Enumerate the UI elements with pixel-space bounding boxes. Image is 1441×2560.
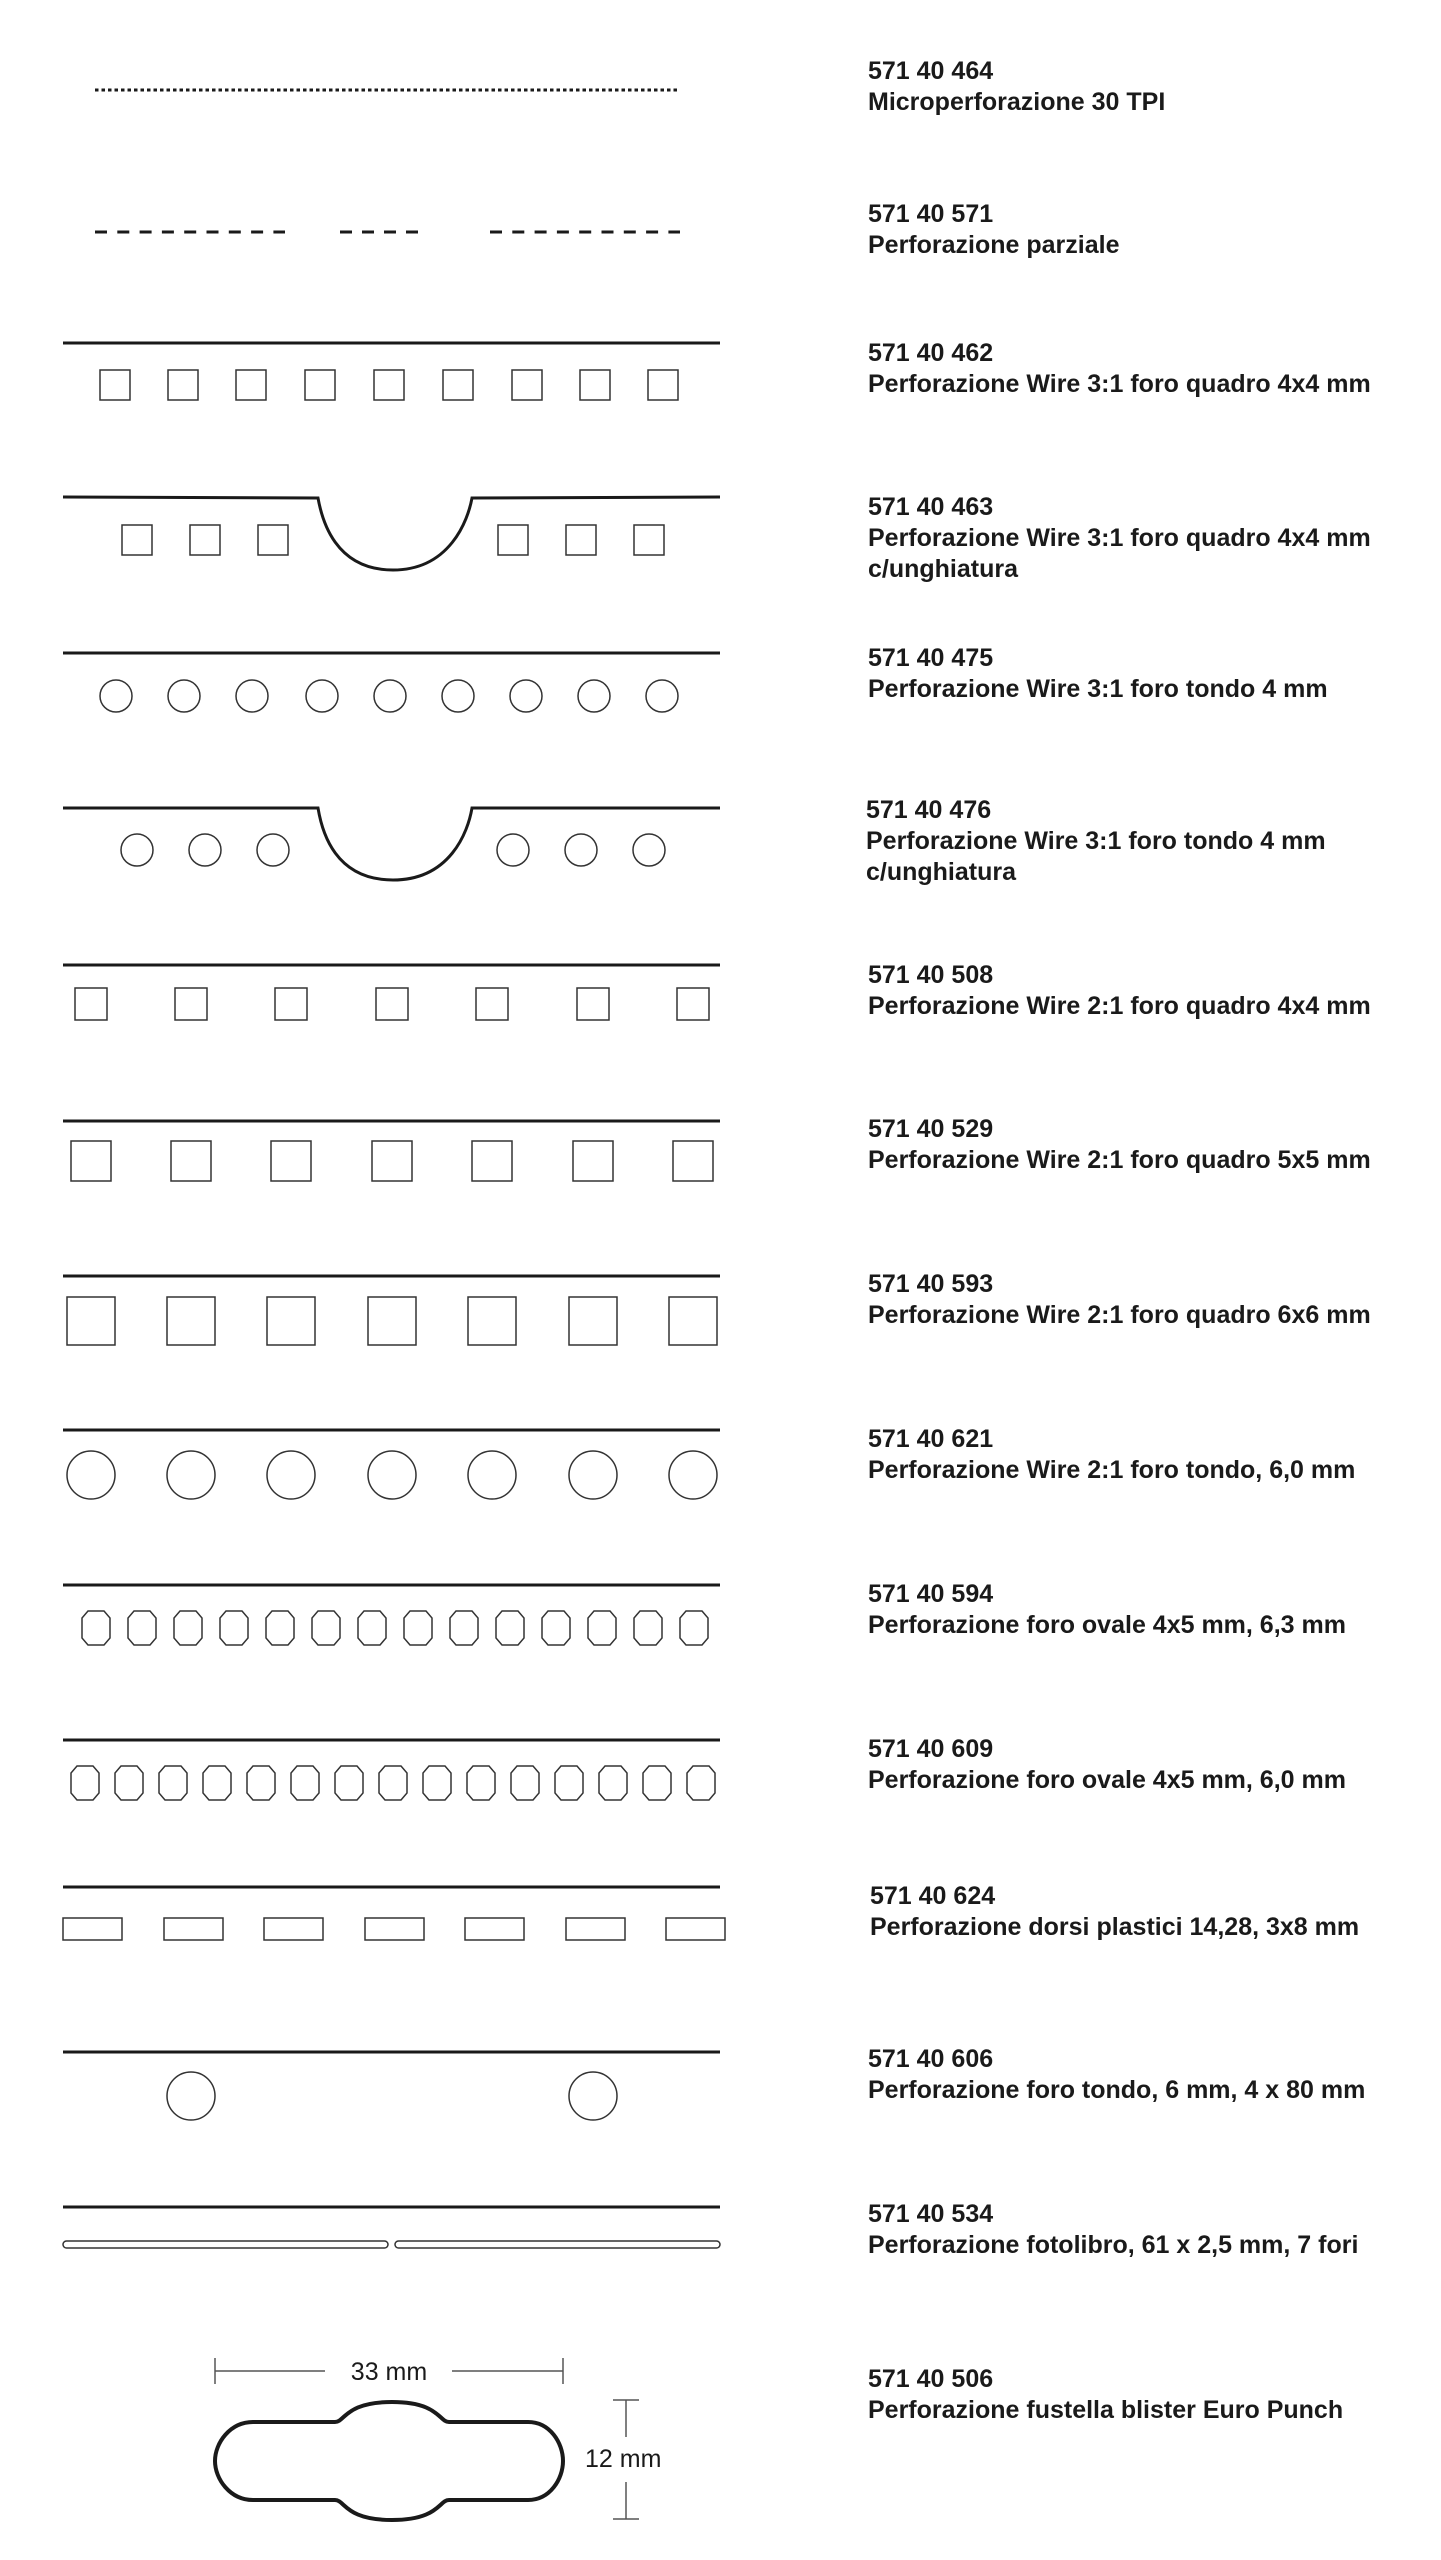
product-code: 571 40 508 [868, 961, 994, 989]
wire-2-1-square-6x6-diagram [0, 1245, 860, 1400]
height-dimension-label: 12 mm [585, 2445, 662, 2473]
product-description: Perforazione Wire 3:1 foro tondo 4 mm [866, 827, 1326, 855]
product-description: Perforazione Wire 2:1 foro quadro 6x6 mm [868, 1301, 1371, 1329]
photobook-slots-diagram [0, 2160, 860, 2310]
wire-2-1-round-6mm-diagram [0, 1400, 860, 1555]
wire-3-1-round-notch-diagram [0, 770, 860, 940]
product-description: Perforazione parziale [868, 231, 1120, 259]
wire-3-1-round-diagram [0, 620, 860, 770]
oval-holes-6-3mm-diagram [0, 1555, 860, 1710]
product-description: Perforazione Wire 2:1 foro quadro 5x5 mm [868, 1146, 1371, 1174]
product-description-extra: c/unghiatura [866, 858, 1017, 886]
partial-perforation-line [0, 150, 860, 300]
product-code: 571 40 529 [868, 1115, 994, 1143]
product-code: 571 40 609 [868, 1735, 994, 1763]
product-code: 571 40 463 [868, 493, 994, 521]
width-dimension-label: 33 mm [350, 2358, 428, 2386]
oval-holes-6-0mm-diagram [0, 1710, 860, 1860]
round-holes-4x80-diagram [0, 2010, 860, 2160]
product-code: 571 40 571 [868, 200, 994, 228]
product-description-extra: c/unghiatura [868, 555, 1019, 583]
product-description: Perforazione Wire 3:1 foro tondo 4 mm [868, 675, 1328, 703]
product-code: 571 40 621 [868, 1425, 994, 1453]
product-description: Perforazione fustella blister Euro Punch [868, 2396, 1344, 2424]
product-code: 571 40 624 [870, 1882, 996, 1910]
product-code: 571 40 476 [866, 796, 992, 824]
product-description: Perforazione Wire 3:1 foro quadro 4x4 mm [868, 370, 1371, 398]
product-code: 571 40 462 [868, 339, 994, 367]
wire-3-1-square-notch-diagram [0, 450, 860, 620]
product-description: Perforazione fotolibro, 61 x 2,5 mm, 7 fori [868, 2231, 1359, 2259]
wire-2-1-square-4x4-diagram [0, 940, 860, 1090]
product-description: Microperforazione 30 TPI [868, 88, 1166, 116]
product-code: 571 40 593 [868, 1270, 994, 1298]
wire-2-1-square-5x5-diagram [0, 1090, 860, 1245]
product-code: 571 40 464 [868, 57, 994, 85]
product-description: Perforazione foro tondo, 6 mm, 4 x 80 mm [868, 2076, 1366, 2104]
wire-3-1-square-diagram [0, 300, 860, 450]
euro-punch-diagram [0, 2310, 860, 2560]
plastic-spine-slots-diagram [0, 1860, 860, 2010]
product-description: Perforazione Wire 2:1 foro tondo, 6,0 mm [868, 1456, 1356, 1484]
product-description: Perforazione foro ovale 4x5 mm, 6,3 mm [868, 1611, 1346, 1639]
euro-punch-shape [215, 2402, 563, 2520]
product-code: 571 40 534 [868, 2200, 994, 2228]
microperforation-line [0, 0, 860, 150]
product-description: Perforazione foro ovale 4x5 mm, 6,0 mm [868, 1766, 1346, 1794]
product-description: Perforazione Wire 3:1 foro quadro 4x4 mm [868, 524, 1371, 552]
product-description: Perforazione dorsi plastici 14,28, 3x8 mm [870, 1913, 1360, 1941]
product-code: 571 40 606 [868, 2045, 994, 2073]
product-code: 571 40 475 [868, 644, 994, 672]
product-code: 571 40 506 [868, 2365, 994, 2393]
product-description: Perforazione Wire 2:1 foro quadro 4x4 mm [868, 992, 1371, 1020]
product-code: 571 40 594 [868, 1580, 994, 1608]
